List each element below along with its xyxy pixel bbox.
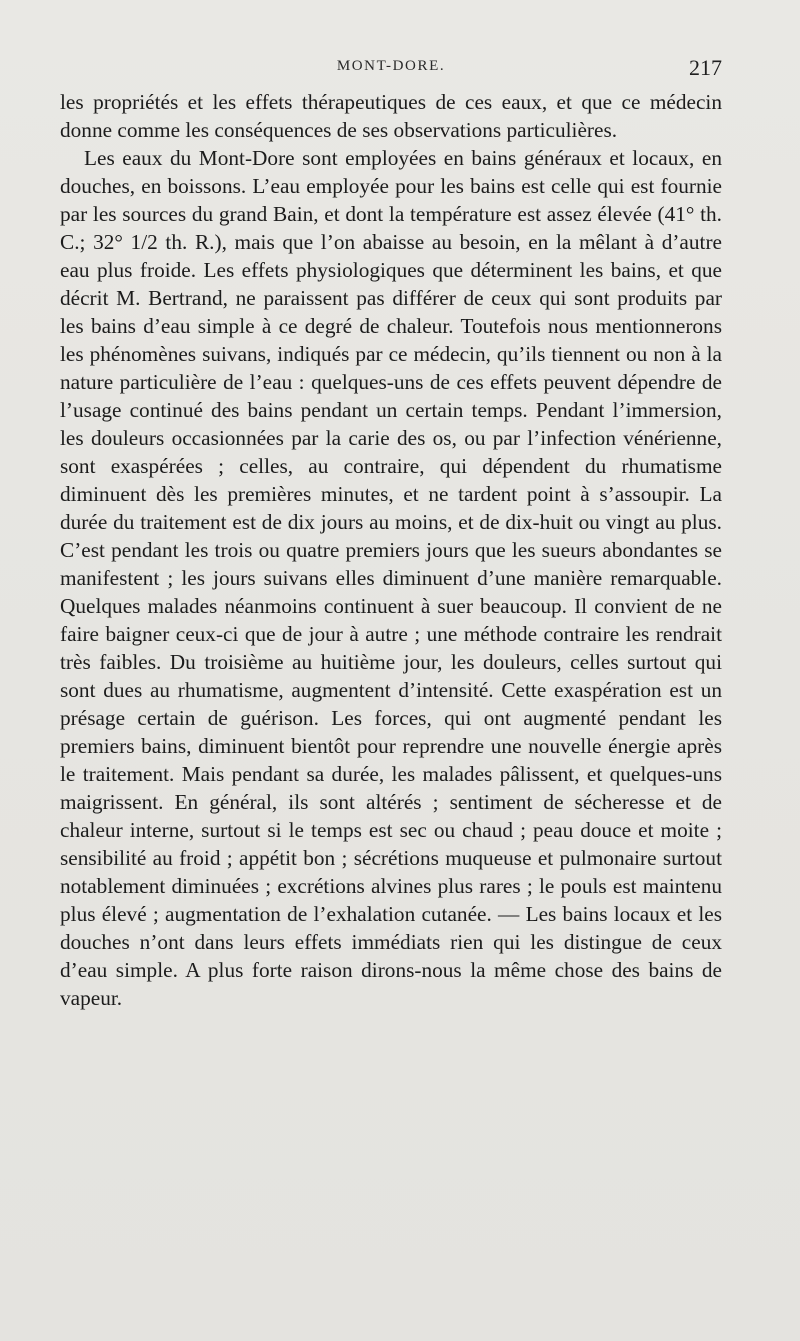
paragraph-continuation: les propriétés et les effets thérapeutiques de ces eaux, et que ce médecin donne comme les conséquences de ses observations particulières.	[60, 90, 722, 142]
page-body-text	[60, 88, 722, 1012]
running-title: MONT-DORE.	[336, 58, 446, 74]
page-number: 217	[689, 55, 722, 80]
page-header	[60, 55, 722, 86]
paragraph-mont-dore-baths: Les eaux du Mont-Dore sont employées en bains généraux et locaux, en douches, en boissons. L’eau employée pour les bains est celle qui est fournie par les sources du grand Bain, et dont la température est assez élevée (41° th. C.; 32° 1/2 th. R.), mais que l’on abaisse au besoin, en la mêlant à d’autre eau plus froide. Les effets physiologiques que déterminent les bains, et que décrit M. Bertrand, ne paraissent pas différer de ceux qui sont produits par les bains d’eau simple à ce degré de chaleur. Toutefois nous mentionnerons les phénomènes suivans, indiqués par ce médecin, qu’ils tiennent ou non à la nature particulière de l’eau : quelques-uns de ces effets peuvent dépendre de l’usage continué des bains pendant un certain temps. Pendant l’immersion, les douleurs occasionnées par la carie des os, ou par l’infection vénérienne, sont exaspérées ; celles, au contraire, qui dépendent du rhumatisme diminuent dès les premières minutes, et ne tardent point à s’assoupir. La durée du traitement est de dix jours au moins, et de dix-huit ou vingt au plus. C’est pendant les trois ou quatre premiers jours que les sueurs abondantes se manifestent ; les jours suivans elles diminuent d’une manière remarquable. Quelques malades néanmoins continuent à suer beaucoup. Il convient de ne faire baigner ceux-ci que de jour à autre ; une méthode contraire les rendrait très faibles. Du troisième au huitième jour, les douleurs, celles surtout qui sont dues au rhumatisme, augmentent d’intensité. Cette exaspération est un présage certain de guérison. Les forces, qui ont augmenté pendant les premiers bains, diminuent bientôt pour reprendre une nouvelle énergie après le traitement. Mais pendant sa durée, les malades pâlissent, et quelques-uns maigrissent. En général, ils sont altérés ; sentiment de sécheresse et de chaleur interne, surtout si le temps est sec ou chaud ; peau douce et moite ; sensibilité au froid ; appétit bon ; sécrétions muqueuse et pulmonaire surtout notablement diminuées ; excrétions alvines plus rares ; le pouls est maintenu plus élevé ; augmentation de l’exhalation cutanée. — Les bains locaux et les douches n’ont dans leurs effets immédiats rien qui les distingue de ceux d’eau simple. A plus forte raison dirons-nous la même chose des bains de vapeur.	[60, 146, 722, 1010]
